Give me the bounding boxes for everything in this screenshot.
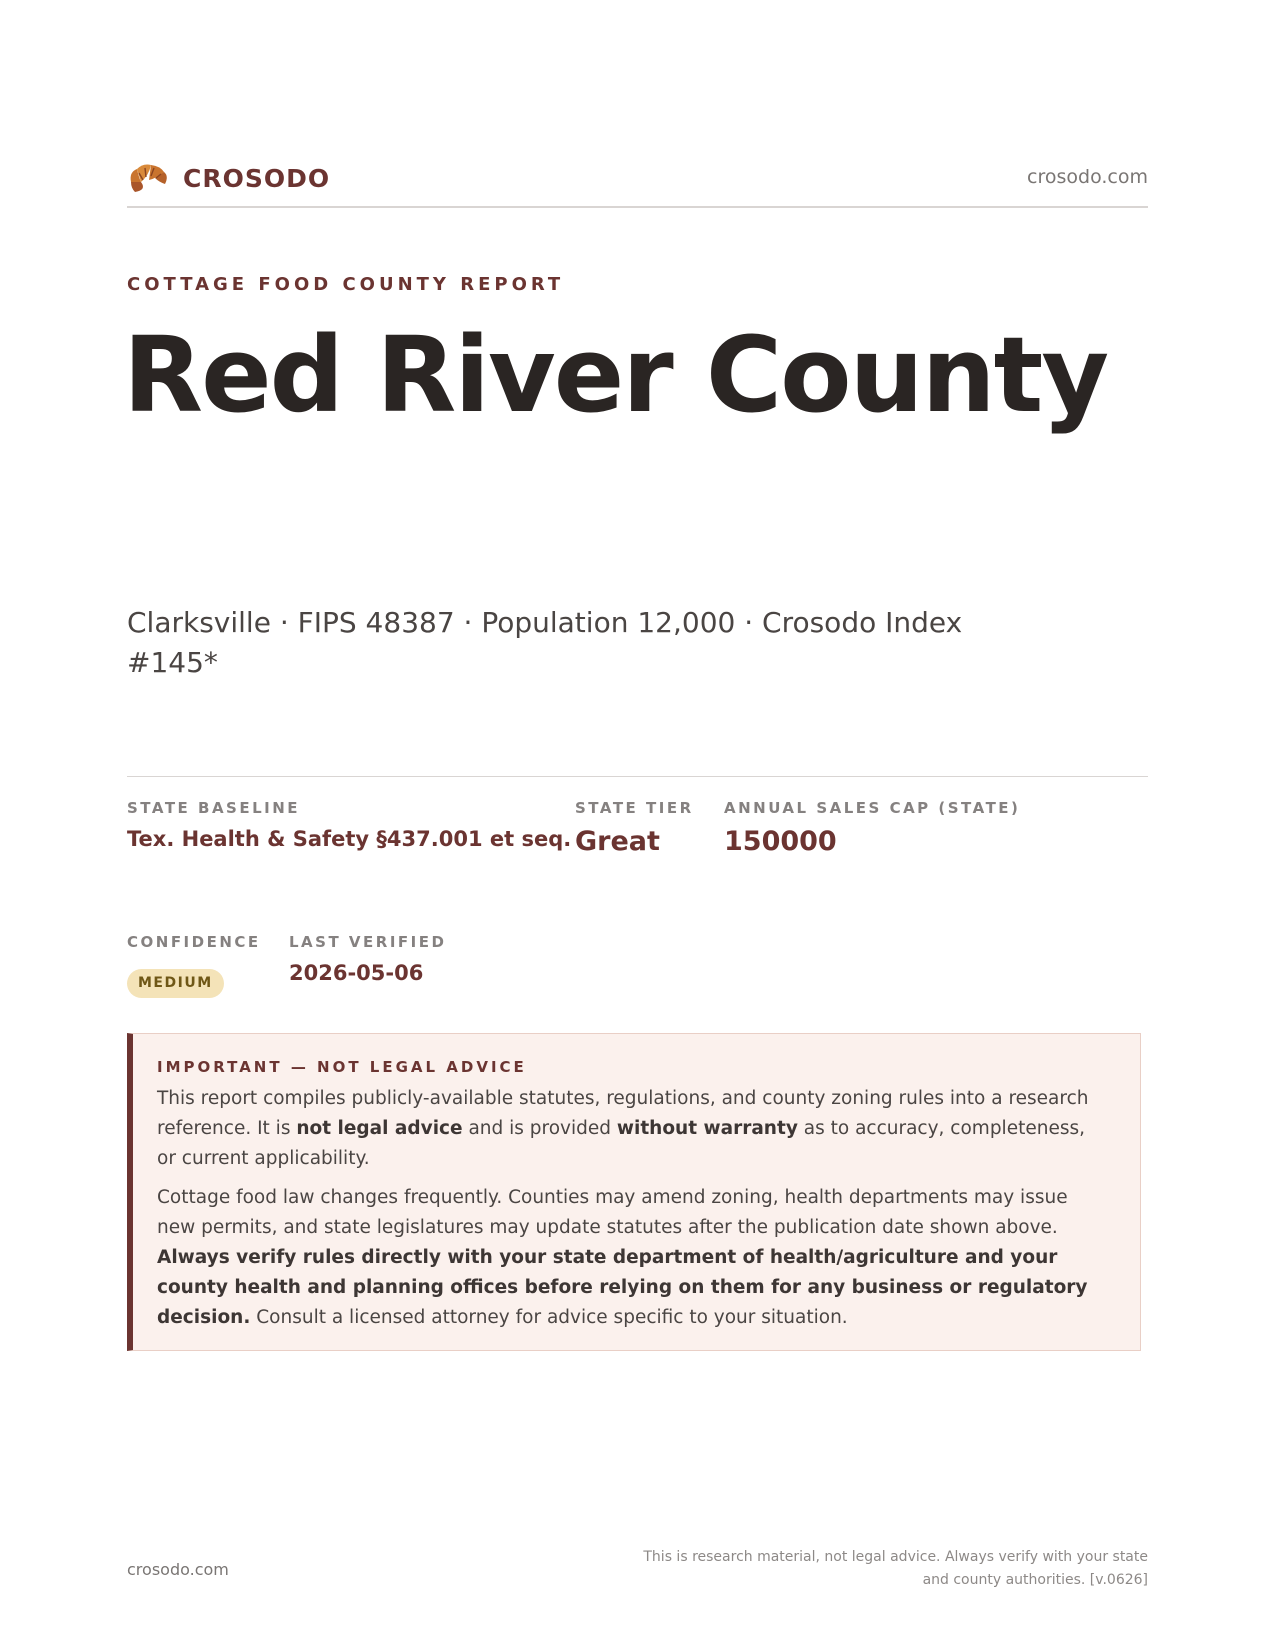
- notice-heading: IMPORTANT — NOT LEGAL ADVICE: [157, 1058, 527, 1076]
- notice-text: and is provided: [462, 1118, 617, 1139]
- last-verified-value: 2026-05-06: [289, 961, 424, 985]
- notice-text: Consult a licensed attorney for advice specific to your situation.: [250, 1307, 848, 1328]
- report-subtitle: Clarksville · FIPS 48387 · Population 12,000 · Crosodo Index #145*: [127, 606, 963, 679]
- brand[interactable]: [127, 160, 330, 196]
- notice-emphasis: Always verify rules directly with your state department of health/agriculture and your county health and planning offices before relying on them for any business or regulatory decision.: [157, 1247, 1088, 1328]
- section-divider: [127, 776, 1148, 777]
- page-header: [127, 160, 1148, 208]
- state-tier-label: STATE TIER: [575, 799, 694, 817]
- legal-notice: [127, 1033, 1141, 1351]
- report-page: [123, 0, 1148, 1650]
- header-site-link[interactable]: crosodo.com: [1027, 166, 1148, 188]
- confidence-label: CONFIDENCE: [127, 933, 261, 951]
- last-verified-label: LAST VERIFIED: [289, 933, 447, 951]
- confidence-badge: MEDIUM: [127, 969, 224, 998]
- state-baseline-label: STATE BASELINE: [127, 799, 301, 817]
- sales-cap-value: 150000: [724, 826, 837, 857]
- footer-disclaimer: [588, 1546, 1148, 1592]
- notice-emphasis: not legal advice: [296, 1118, 463, 1139]
- notice-text: as to accuracy, completeness, or current applicability.: [157, 1118, 1085, 1169]
- sales-cap-label: ANNUAL SALES CAP (STATE): [724, 799, 1021, 817]
- croissant-icon: [127, 160, 169, 196]
- notice-text: This report compiles publicly-available statutes, regulations, and county zoning rules into a research reference. It is: [157, 1088, 1089, 1139]
- report-eyebrow: COTTAGE FOOD COUNTY REPORT: [127, 274, 565, 295]
- brand-name: CROSODO: [183, 163, 331, 193]
- notice-paragraph-2: [157, 1183, 1107, 1333]
- footer-site-link[interactable]: crosodo.com: [127, 1560, 229, 1579]
- notice-emphasis: without warranty: [616, 1118, 798, 1139]
- footer-disclaimer-line: This is research material, not legal advice. Always verify with your state: [643, 1549, 1148, 1565]
- state-baseline-value: Tex. Health & Safety §437.001 et seq.: [127, 827, 572, 851]
- page-title: Red River County: [123, 314, 1108, 436]
- notice-paragraph-1: [157, 1084, 1107, 1174]
- notice-text: Cottage food law changes frequently. Counties may amend zoning, health departments may issue new permits, and state legislatures may update statutes after the publication date shown above.: [157, 1187, 1068, 1238]
- state-tier-value: Great: [575, 826, 660, 857]
- footer-disclaimer-line: and county authorities. [v.0626]: [922, 1572, 1148, 1588]
